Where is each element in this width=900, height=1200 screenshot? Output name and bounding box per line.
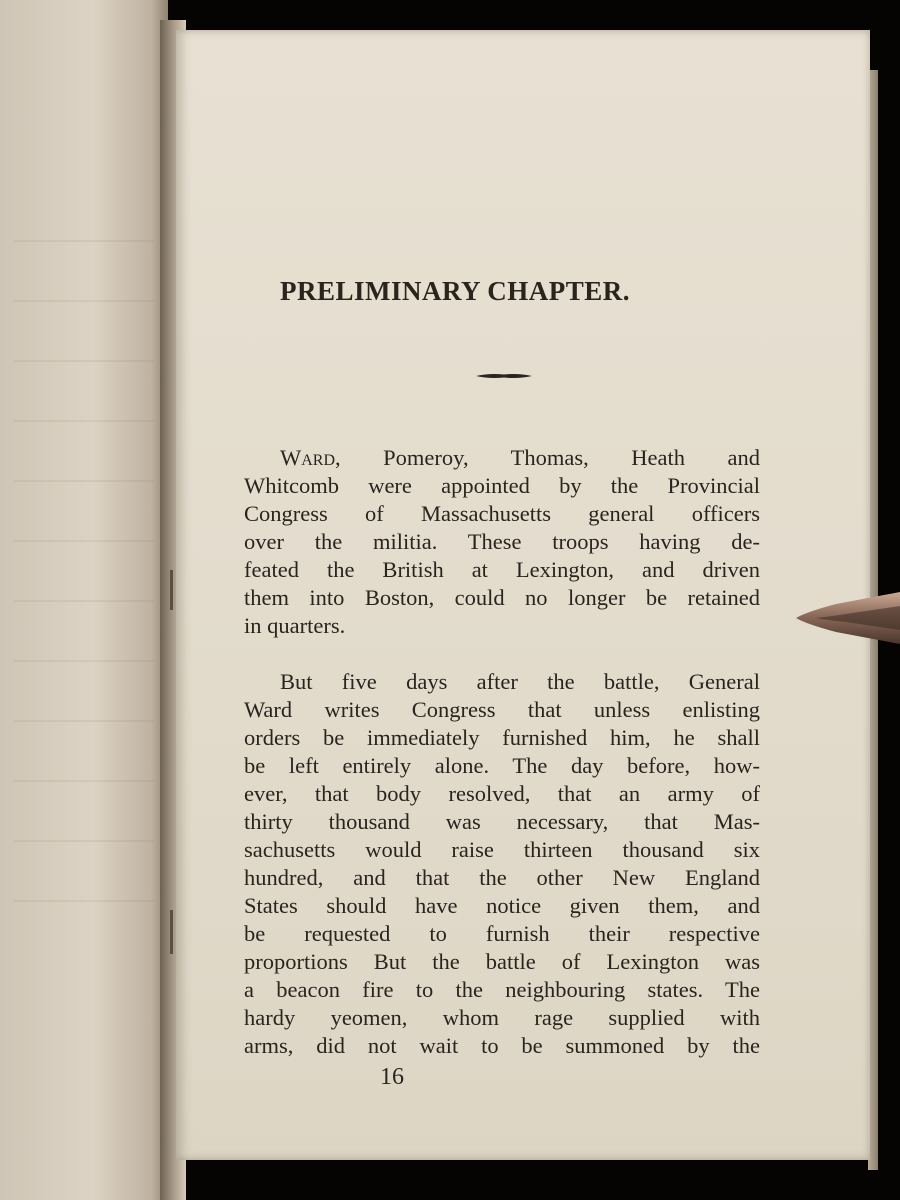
paragraph-2 (244, 668, 760, 1060)
text-line: Whitcomb were appointed by the Provincial (244, 473, 760, 498)
binding-stitch (170, 570, 173, 610)
text-line: be left entirely alone. The day before, how- (244, 753, 760, 778)
text-line: feated the British at Lexington, and driven (244, 557, 760, 582)
text-line: over the militia. These troops having de- (244, 529, 760, 554)
chapter-title: PRELIMINARY CHAPTER. (280, 276, 631, 306)
text-line: Congress of Massachusetts general officers (244, 501, 760, 526)
drop-word: Ward (280, 445, 336, 470)
text-line: But five days after the battle, General (280, 669, 760, 694)
text-line: Ward, Pomeroy, Thomas, Heath and (280, 445, 760, 470)
text-line: Ward writes Congress that unless enlisting (244, 697, 760, 722)
text-line: arms, did not wait to be summoned by the (244, 1033, 760, 1058)
title-ornament (476, 373, 532, 379)
paragraph-1 (244, 444, 760, 640)
text-line: thirty thousand was necessary, that Mas- (244, 809, 760, 834)
text-line: proportions But the battle of Lexington was (244, 949, 760, 974)
text-line: hundred, and that the other New England (244, 865, 760, 890)
text-line: in quarters. (244, 613, 346, 638)
text-line: hardy yeomen, whom rage supplied with (244, 1005, 760, 1030)
page-number: 16 (380, 1064, 404, 1090)
text-line: ever, that body resolved, that an army of (244, 781, 760, 806)
text-line: orders be immediately furnished him, he shall (244, 725, 760, 750)
text-line: States should have notice given them, and (244, 893, 760, 918)
left-page-verso (0, 0, 168, 1200)
text-line: them into Boston, could no longer be retained (244, 585, 760, 610)
text-line: sachusetts would raise thirteen thousand six (244, 837, 760, 862)
metal-bookmark-clip (796, 590, 900, 646)
binding-stitch (170, 910, 173, 954)
text-line: a beacon fire to the neighbouring states. The (244, 977, 760, 1002)
text-line: be requested to furnish their respective (244, 921, 760, 946)
